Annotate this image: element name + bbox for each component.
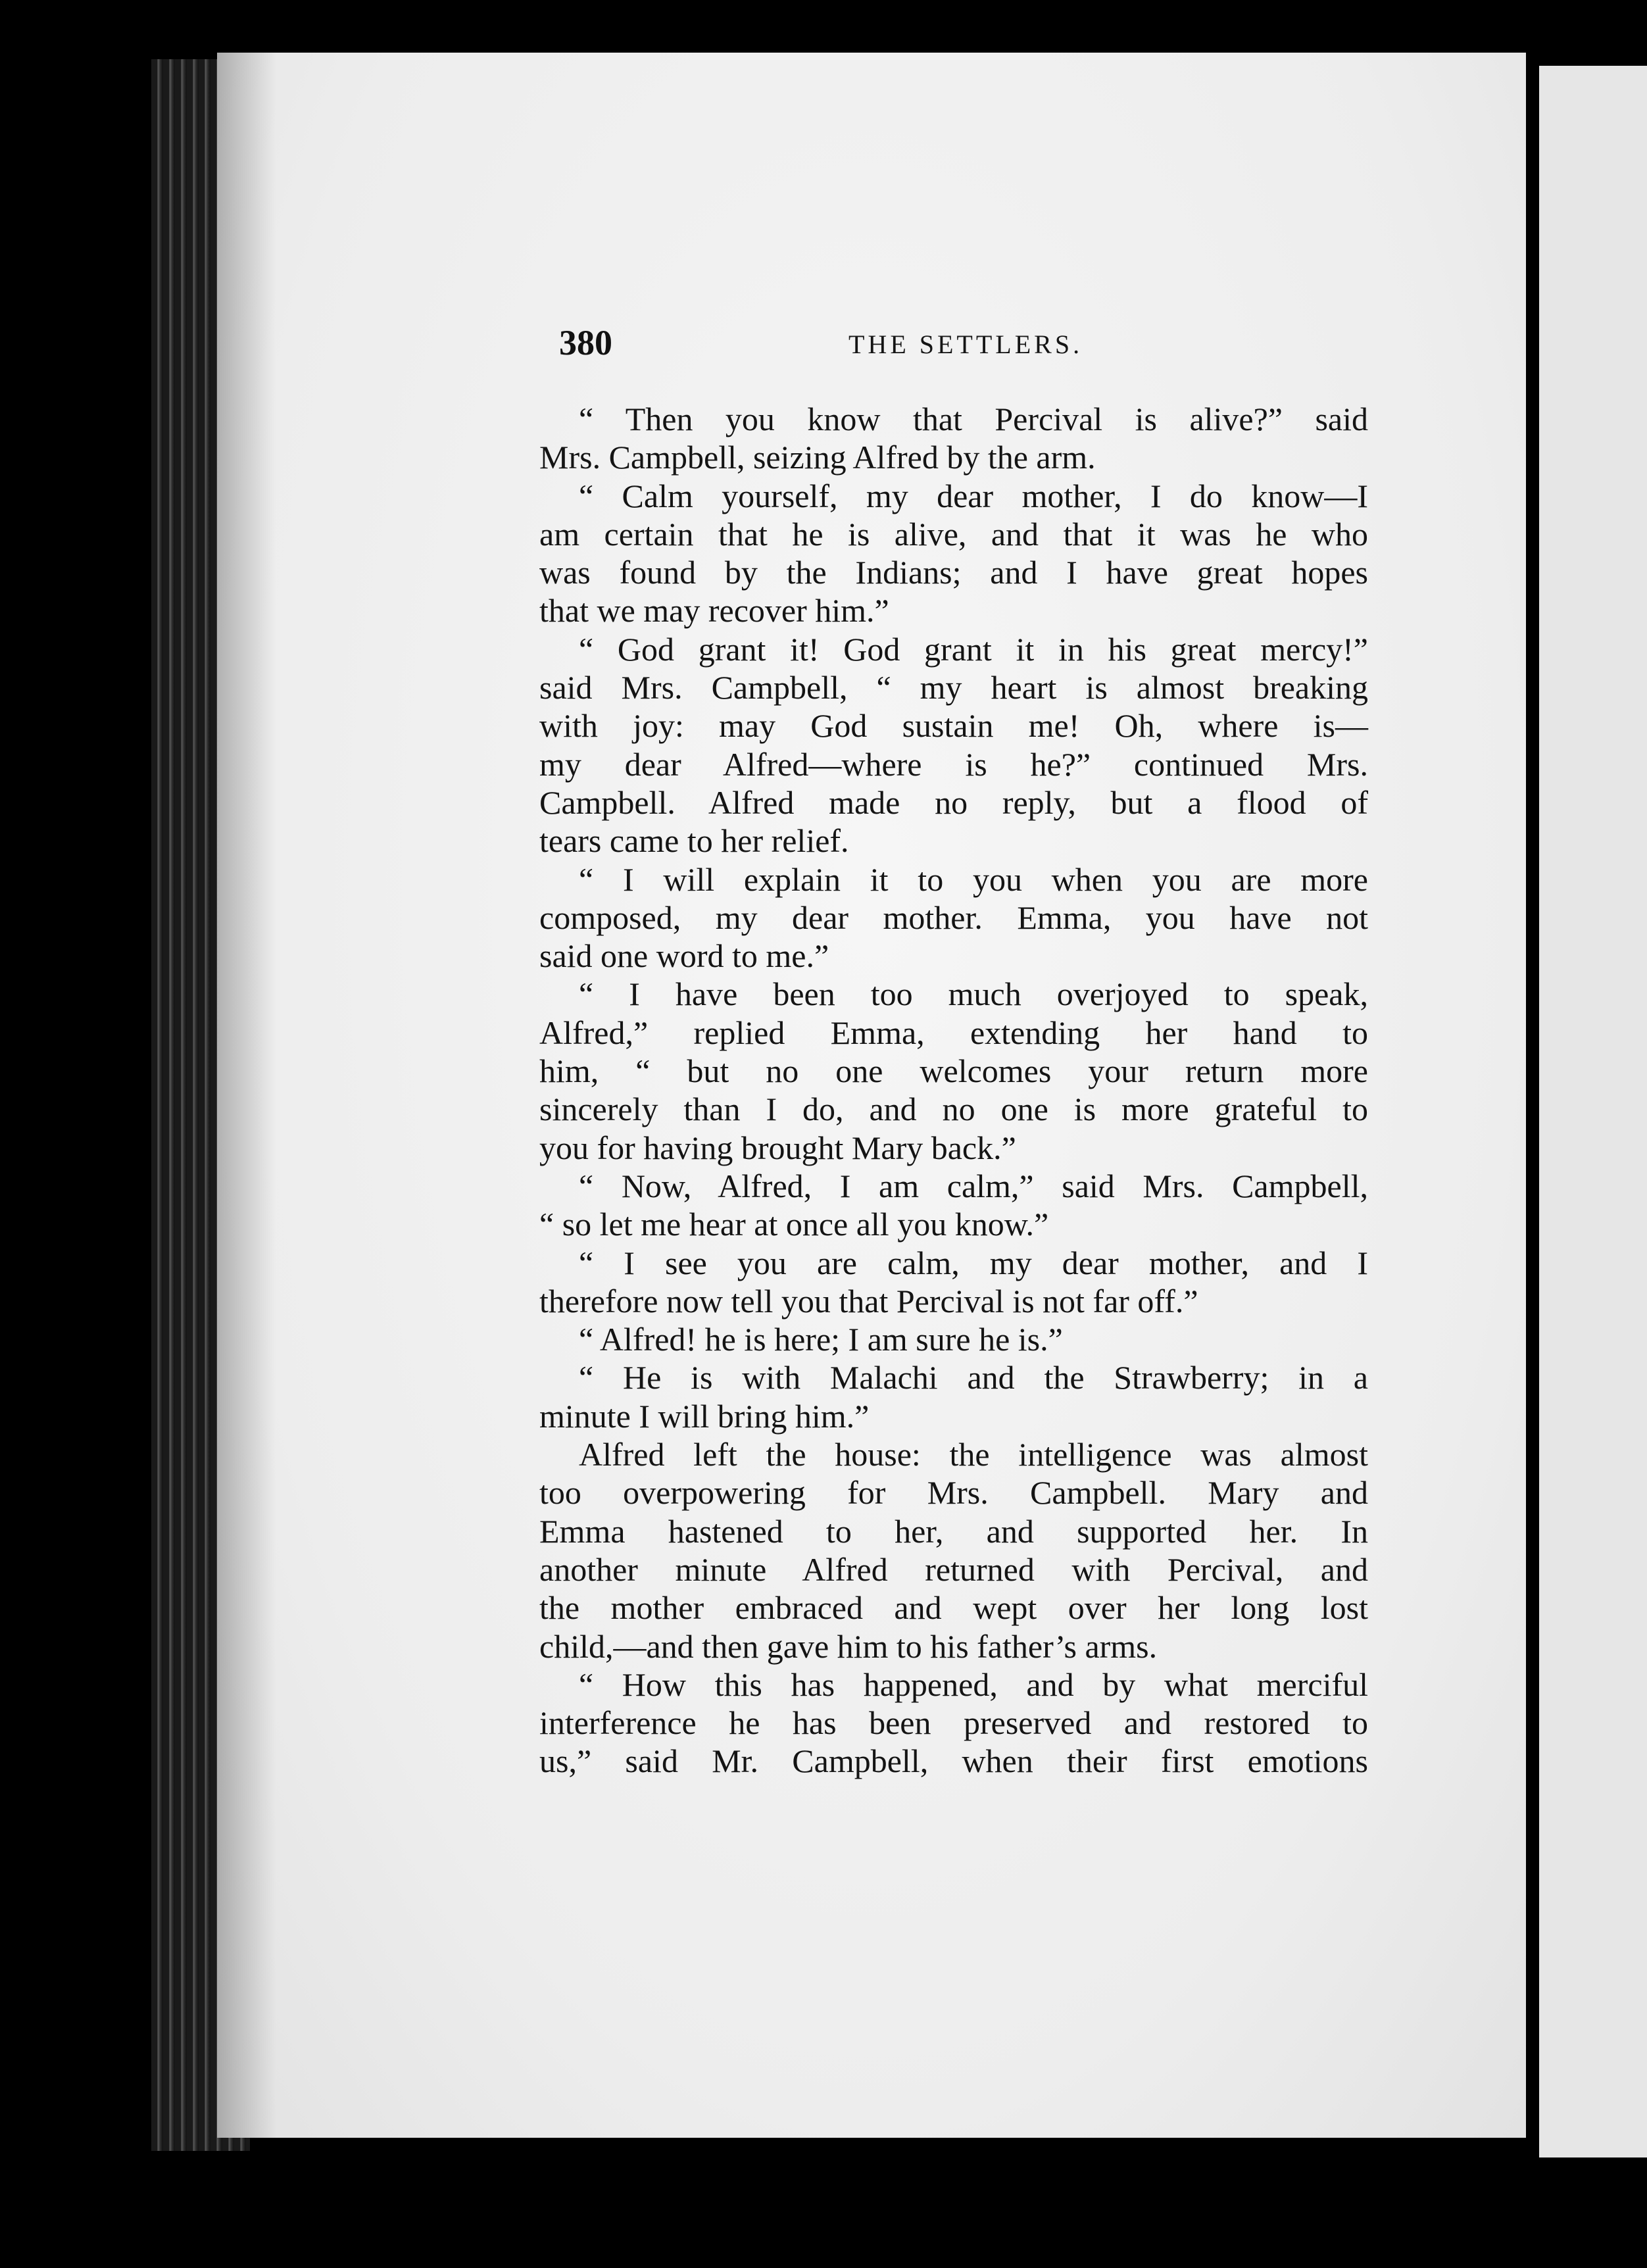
page-header <box>559 322 1368 375</box>
text-line: therefore now tell you that Percival is not far off.” <box>539 1282 1198 1319</box>
text-line: the mother embraced and wept over her long lost <box>539 1589 1368 1627</box>
facing-page-edge <box>1539 66 1647 2157</box>
text-line: “ I have been too much overjoyed to speak, <box>579 975 1368 1013</box>
text-line: him, “ but no one welcomes your return more <box>539 1052 1368 1090</box>
text-line: Emma hastened to her, and supported her. In <box>539 1512 1368 1550</box>
text-line: “ How this has happened, and by what merciful <box>579 1665 1368 1703</box>
text-line: interference he has been preserved and restored to <box>539 1704 1368 1742</box>
text-line: “ I see you are calm, my dear mother, and I <box>579 1244 1368 1281</box>
text-line: sincerely than I do, and no one is more grateful to <box>539 1091 1368 1128</box>
text-line: child,—and then gave him to his father’s arms. <box>539 1627 1158 1665</box>
text-line: Alfred left the house: the intelligence was almost <box>579 1436 1368 1473</box>
text-line: “ so let me hear at once all you know.” <box>539 1206 1049 1243</box>
text-line: “ Calm yourself, my dear mother, I do know—I <box>579 477 1368 514</box>
text-line: Mrs. Campbell, seizing Alfred by the arm. <box>539 439 1096 476</box>
text-line: “ Then you know that Percival is alive?” said <box>579 401 1368 437</box>
text-line: that we may recover him.” <box>539 592 889 629</box>
body-text <box>539 400 1368 1781</box>
text-line: was found by the Indians; and I have great hopes <box>539 554 1368 591</box>
text-line: am certain that he is alive, and that it was he who <box>539 515 1368 553</box>
text-line: “ Alfred! he is here; I am sure he is.” <box>579 1321 1063 1358</box>
text-line: said one word to me.” <box>539 937 829 975</box>
text-line: another minute Alfred returned with Percival, and <box>539 1550 1368 1588</box>
text-line: Campbell. Alfred made no reply, but a flood of <box>539 783 1368 821</box>
text-line: “ Now, Alfred, I am calm,” said Mrs. Campbell, <box>579 1167 1368 1204</box>
text-line: composed, my dear mother. Emma, you have not <box>539 899 1368 936</box>
text-line: said Mrs. Campbell, “ my heart is almost breaking <box>539 669 1368 706</box>
text-line: minute I will bring him.” <box>539 1397 870 1435</box>
text-line: “ God grant it! God grant it in his great mercy!” <box>579 630 1368 668</box>
text-line: “ I will explain it to you when you are more <box>579 860 1368 898</box>
text-line: Alfred,” replied Emma, extending her hand to <box>539 1014 1368 1051</box>
text-line: my dear Alfred—where is he?” continued Mrs. <box>539 745 1368 783</box>
text-line: tears came to her relief. <box>539 822 849 860</box>
text-line: with joy: may God sustain me! Oh, where is— <box>539 707 1368 745</box>
running-head: THE SETTLERS. <box>848 330 1083 359</box>
text-line: you for having brought Mary back.” <box>539 1129 1016 1166</box>
text-line: too overpowering for Mrs. Campbell. Mary and <box>539 1474 1368 1512</box>
text-line: “ He is with Malachi and the Strawberry; in a <box>579 1359 1368 1396</box>
page-shadow <box>217 53 276 2138</box>
text-line: us,” said Mr. Campbell, when their first emotions <box>539 1742 1368 1780</box>
page-number: 380 <box>559 323 612 362</box>
